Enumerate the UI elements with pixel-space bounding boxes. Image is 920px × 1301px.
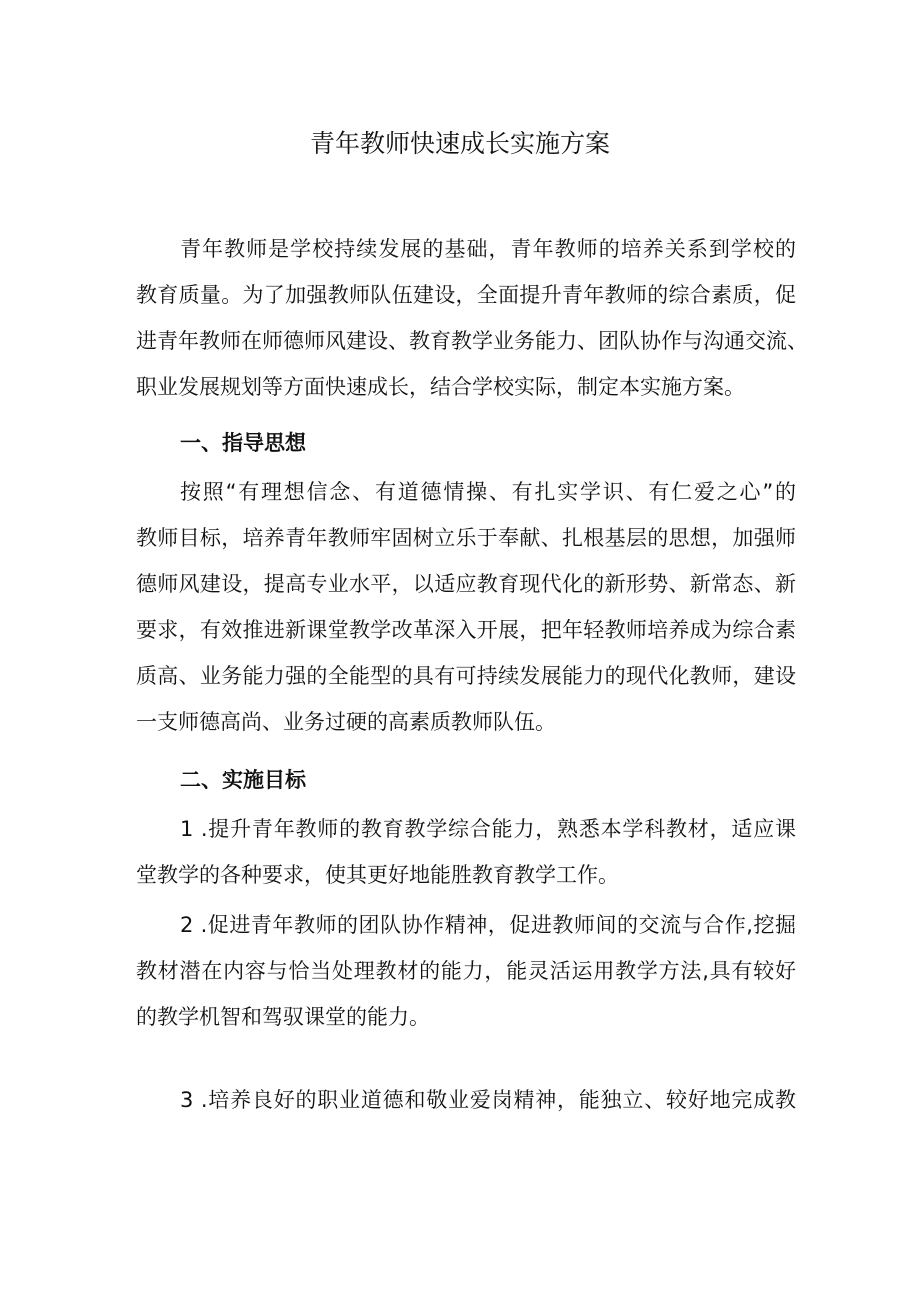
intro-line: 职业发展规划等方面快速成长，结合学校实际，制定本实施方案。: [136, 375, 745, 399]
section1-line: 一支师德高尚、业务过硬的高素质教师队伍。: [136, 710, 556, 734]
intro-paragraph: [136, 226, 808, 410]
goal-line: 3 .培养良好的职业道德和敬业爱岗精神，能独立、较好地完成教: [180, 1088, 796, 1112]
section1-line: 要求，有效推进新课堂教学改革深入开展，把年轻教师培养成为综合素: [136, 618, 796, 642]
document-title: 青年教师快速成长实施方案: [309, 129, 610, 158]
section1-line: 德师风建设，提高专业水平，以适应教育现代化的新形势、新常态、新: [136, 572, 796, 596]
goal-line: 堂教学的各种要求，使其更好地能胜教育教学工作。: [136, 863, 619, 887]
goal-line: 1 .提升青年教师的教育教学综合能力，熟悉本学科教材，适应课: [180, 817, 796, 841]
goal-item-2: [136, 902, 796, 1040]
section1-line: 教师目标，培养青年教师牢固树立乐于奉献、扎根基层的思想，加强师: [136, 526, 796, 550]
section1-line: 按照“有理想信念、有道德情操、有扎实学识、有仁爱之心”的: [180, 480, 796, 504]
goal-line: 的教学机智和驾驭课堂的能力。: [136, 1005, 430, 1029]
section1-heading: 一、指导思想: [180, 431, 306, 455]
goal-line: 2 .促进青年教师的团队协作精神，促进教师间的交流与合作,挖掘: [180, 913, 796, 937]
goal-item-3: [136, 1077, 796, 1123]
intro-line: 青年教师是学校持续发展的基础，青年教师的培养关系到学校的: [180, 237, 796, 261]
intro-line: 进青年教师在师德师风建设、教育教学业务能力、团队协作与沟通交流、: [136, 329, 808, 353]
section2-heading: 二、实施目标: [180, 768, 306, 792]
intro-line: 教育质量。为了加强教师队伍建设，全面提升青年教师的综合素质，促: [136, 283, 796, 307]
section1-paragraph: [136, 469, 796, 745]
goal-line: 教材潜在内容与恰当处理教材的能力，能灵活运用教学方法,具有较好: [136, 959, 796, 983]
section1-line: 质高、业务能力强的全能型的具有可持续发展能力的现代化教师，建设: [136, 664, 796, 688]
goal-item-1: [136, 806, 796, 898]
